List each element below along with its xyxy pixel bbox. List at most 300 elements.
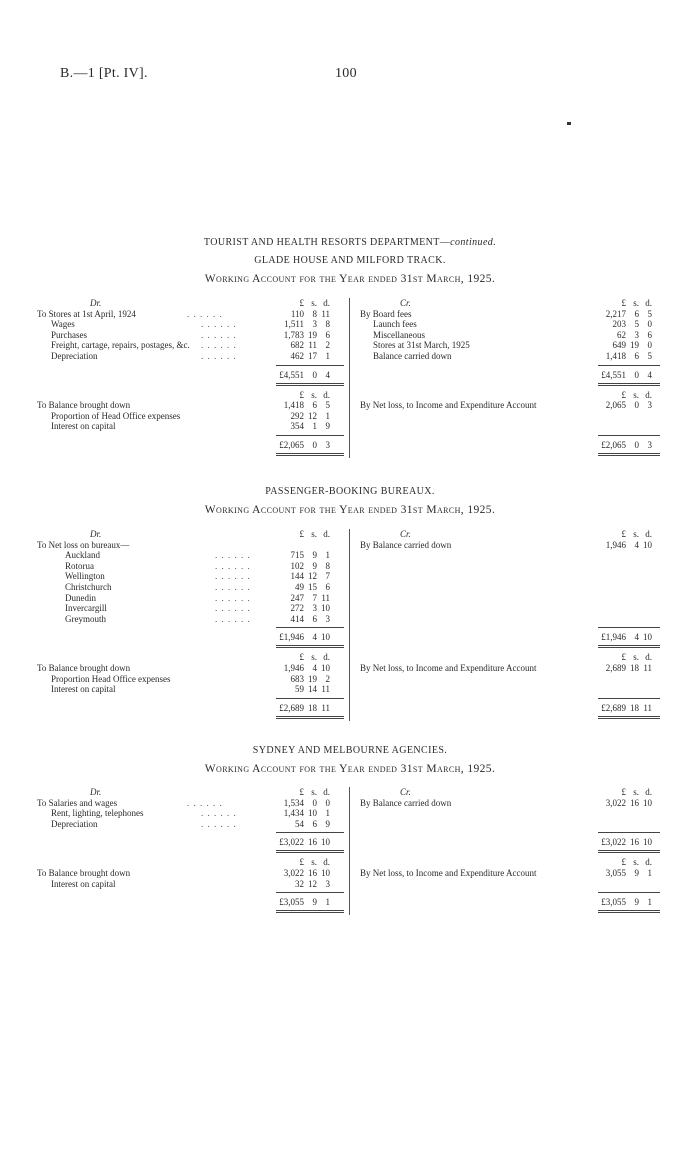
left-entry-label: Purchases <box>51 329 87 340</box>
amount-pence: 10 <box>643 837 652 848</box>
amount-pounds: 49 <box>295 582 304 592</box>
currency-header-left-2 <box>272 390 330 401</box>
amount-pence: 0 <box>647 340 652 351</box>
amount-pounds: 1,946 <box>605 539 626 550</box>
leader-dots: . . . . . . <box>187 797 223 808</box>
amount-shillings: 10 <box>308 808 317 819</box>
double-rule <box>276 850 344 851</box>
right-entry-amount <box>594 351 652 362</box>
double-rule <box>276 455 344 456</box>
amount-pounds: £ <box>299 529 304 539</box>
amount-shillings: 0 <box>634 400 639 411</box>
amount-pence: 1 <box>325 410 330 421</box>
amount-shillings: 18 <box>630 702 639 713</box>
right-entry-amount <box>594 663 652 674</box>
amount-pounds: 54 <box>295 818 304 829</box>
amount-pounds: 102 <box>290 560 304 571</box>
center-divider <box>349 529 350 721</box>
amount-shillings: 16 <box>308 837 317 848</box>
amount-shillings: 6 <box>634 351 639 361</box>
double-rule <box>276 647 344 648</box>
amount-pounds: £2,689 <box>601 702 626 713</box>
left-entry-label: Proportion of Head Office expenses <box>51 410 181 421</box>
left-entry-label: Freight, cartage, repairs, postages, &c. <box>51 340 190 351</box>
amount-pence: 4 <box>325 369 330 380</box>
amount-pounds: £2,065 <box>279 440 304 450</box>
dr-label: Dr. <box>90 529 102 539</box>
amount-pounds: £1,946 <box>279 632 304 643</box>
double-rule <box>276 852 344 853</box>
amount-pounds: £ <box>299 652 304 663</box>
amount-pounds: 62 <box>617 329 626 340</box>
amount-shillings: 6 <box>312 818 317 829</box>
section-title: PASSENGER-BOOKING BUREAUX. <box>265 486 435 497</box>
amount-shillings: 4 <box>312 663 317 673</box>
left-entry-amount <box>272 411 330 422</box>
right-entry-label: By Balance carried down <box>360 539 452 550</box>
amount-pence: 10 <box>321 603 330 614</box>
left-total-2 <box>272 440 330 451</box>
amount-pounds: 2,689 <box>605 663 626 673</box>
amount-pence: 3 <box>325 878 330 889</box>
amount-shillings: s. <box>311 652 317 663</box>
left-heading: To Net loss on bureaux— <box>37 539 130 550</box>
amount-pounds: £3,055 <box>279 897 304 908</box>
left-entry-label: Dunedin <box>65 592 96 603</box>
double-rule <box>598 912 660 913</box>
amount-pounds: 715 <box>290 550 304 561</box>
currency-header-left-2 <box>272 857 330 868</box>
double-rule <box>276 453 344 454</box>
double-rule <box>276 716 344 717</box>
rule-above-total <box>598 435 660 436</box>
right-total-2 <box>594 897 652 908</box>
amount-pence: 2 <box>325 673 330 684</box>
left-entry-label: Interest on capital <box>51 684 116 695</box>
amount-shillings: 4 <box>312 632 317 643</box>
double-rule <box>276 383 344 384</box>
amount-shillings: 4 <box>634 539 639 550</box>
currency-header-right <box>594 298 652 309</box>
left-entry-amount <box>272 330 330 341</box>
leader-dots: . . . . . . <box>201 818 237 829</box>
currency-header-left-2 <box>272 652 330 663</box>
left-entry-label: To Stores at 1st April, 1924 <box>37 308 136 319</box>
amount-shillings: s. <box>311 298 317 308</box>
right-entry-label: By Balance carried down <box>360 797 452 808</box>
amount-pence: 11 <box>321 684 330 695</box>
double-rule <box>598 385 660 386</box>
left-entry-amount <box>272 614 330 625</box>
left-entry-label: Greymouth <box>65 613 106 624</box>
amount-pounds: 32 <box>295 878 304 889</box>
amount-pence: 9 <box>325 421 330 432</box>
section-subtitle: Working Account for the Year ended 31st March, 1925. <box>204 504 496 516</box>
amount-shillings: 0 <box>312 369 317 380</box>
amount-pence: d. <box>323 298 330 308</box>
amount-shillings: 0 <box>312 440 317 450</box>
left-entry-amount <box>272 593 330 604</box>
left-entry-label: Auckland <box>65 550 100 561</box>
amount-pounds: 1,418 <box>283 400 304 411</box>
amount-pounds: 1,511 <box>284 319 304 330</box>
amount-pounds: 1,783 <box>283 329 304 340</box>
amount-pence: 6 <box>647 329 652 340</box>
left-total-2 <box>272 703 330 714</box>
amount-pence: 11 <box>643 663 652 673</box>
section-subtitle: Working Account for the Year ended 31st March, 1925. <box>204 763 496 775</box>
amount-pounds: £3,055 <box>601 897 626 908</box>
left-entry-amount <box>272 550 330 561</box>
amount-pounds: £ <box>299 787 304 797</box>
amount-pence: 10 <box>321 663 330 673</box>
amount-pounds: £ <box>299 298 304 308</box>
amount-shillings: 6 <box>312 613 317 624</box>
left-entry-label: To Balance brought down <box>37 663 131 673</box>
amount-pounds: 682 <box>290 340 304 351</box>
amount-pounds: £ <box>621 787 626 797</box>
leader-dots: . . . . . . <box>215 571 251 582</box>
left-total-2 <box>272 897 330 908</box>
amount-shillings: 11 <box>308 340 317 351</box>
leader-dots: . . . . . . <box>201 808 237 819</box>
right-entry-label: Miscellaneous <box>373 329 425 340</box>
left-total-1 <box>272 632 330 643</box>
leader-dots: . . . . . . <box>201 319 237 330</box>
amount-shillings: s. <box>311 389 317 400</box>
amount-pence: 2 <box>325 340 330 351</box>
amount-pounds: £3,022 <box>601 837 626 848</box>
amount-pence: 1 <box>325 897 330 908</box>
amount-pounds: 3,055 <box>605 868 626 878</box>
amount-pence: 1 <box>325 808 330 819</box>
left-entry-amount <box>272 571 330 582</box>
rule-above-total <box>598 365 660 366</box>
amount-shillings: 3 <box>312 603 317 614</box>
amount-pence: 0 <box>325 797 330 808</box>
leader-dots: . . . . . . <box>215 582 251 592</box>
double-rule <box>276 385 344 386</box>
amount-shillings: 17 <box>308 351 317 361</box>
amount-pence: d. <box>645 298 652 308</box>
left-entry-amount <box>272 879 330 890</box>
amount-pence: 10 <box>321 837 330 848</box>
double-rule <box>276 718 344 719</box>
double-rule <box>598 850 660 851</box>
right-entry-amount <box>594 340 652 351</box>
amount-pence: d. <box>323 857 330 868</box>
amount-shillings: s. <box>311 787 317 797</box>
rule-above-total <box>598 698 660 699</box>
left-entry-amount <box>272 603 330 614</box>
amount-pence: 10 <box>643 797 652 808</box>
leader-dots: . . . . . . <box>201 340 237 351</box>
amount-pence: 7 <box>325 571 330 582</box>
currency-header-right <box>594 529 652 540</box>
amount-pounds: £ <box>299 857 304 868</box>
double-rule <box>598 645 660 646</box>
left-entry-label: To Balance brought down <box>37 868 131 878</box>
right-total-2 <box>594 440 652 451</box>
amount-pence: 10 <box>643 632 652 643</box>
amount-shillings: 0 <box>634 369 639 380</box>
left-entry-label: To Balance brought down <box>37 400 131 411</box>
amount-shillings: 19 <box>308 329 317 340</box>
amount-shillings: 7 <box>312 592 317 603</box>
amount-shillings: s. <box>311 529 317 539</box>
ink-mark <box>567 122 571 125</box>
amount-shillings: 15 <box>308 582 317 592</box>
left-entry-amount <box>272 319 330 330</box>
leader-dots: . . . . . . <box>215 550 251 561</box>
amount-pounds: £2,065 <box>601 440 626 450</box>
amount-shillings: 6 <box>634 308 639 319</box>
cr-label: Cr. <box>400 298 411 308</box>
right-entry-label: Stores at 31st March, 1925 <box>373 340 470 351</box>
amount-pounds: 2,065 <box>605 400 626 411</box>
amount-shillings: 3 <box>312 319 317 330</box>
left-entry-amount <box>272 561 330 572</box>
amount-shillings: s. <box>633 787 639 797</box>
rule-above-total <box>598 892 660 893</box>
amount-pence: d. <box>323 652 330 663</box>
amount-pounds: 649 <box>612 340 626 351</box>
amount-pounds: £ <box>621 529 626 539</box>
amount-pence: 8 <box>325 319 330 330</box>
amount-pence: 10 <box>321 632 330 643</box>
amount-shillings: 16 <box>630 797 639 808</box>
amount-shillings: 14 <box>308 684 317 695</box>
double-rule <box>276 910 344 911</box>
amount-pounds: 59 <box>295 684 304 695</box>
right-entry-label: Launch fees <box>373 319 417 330</box>
amount-pence: 11 <box>643 702 652 713</box>
left-entry-amount <box>272 684 330 695</box>
amount-pounds: £4,551 <box>279 369 304 380</box>
amount-shillings: 19 <box>630 340 639 351</box>
amount-pounds: 1,534 <box>283 797 304 808</box>
amount-pence: 10 <box>321 868 330 878</box>
amount-pounds: 272 <box>290 603 304 614</box>
right-entry-label: By Net loss, to Income and Expenditure Account <box>360 400 537 411</box>
amount-shillings: 9 <box>312 560 317 571</box>
amount-pence: d. <box>645 857 652 868</box>
amount-pounds: 3,022 <box>605 797 626 808</box>
section-subtitle: Working Account for the Year ended 31st March, 1925. <box>204 273 496 285</box>
left-entry-label: Interest on capital <box>51 878 116 889</box>
amount-shillings: 9 <box>634 868 639 878</box>
amount-shillings: 9 <box>312 550 317 561</box>
right-entry-amount <box>594 540 652 551</box>
amount-shillings: 0 <box>634 440 639 450</box>
amount-pence: 1 <box>325 550 330 561</box>
page-reference: B.—1 [Pt. IV]. <box>60 66 148 81</box>
left-entry-label: Christchurch <box>65 582 112 592</box>
currency-header-right-2 <box>594 857 652 868</box>
left-entry-amount <box>272 421 330 432</box>
double-rule <box>598 455 660 456</box>
center-divider <box>349 787 350 915</box>
amount-shillings: 18 <box>308 702 317 713</box>
right-total-2 <box>594 703 652 714</box>
amount-pounds: 144 <box>290 571 304 582</box>
amount-pence: 3 <box>325 440 330 450</box>
leader-dots: . . . . . . <box>187 308 223 319</box>
left-entry-label: Invercargill <box>65 603 107 614</box>
amount-pounds: £ <box>621 652 626 663</box>
section-title: SYDNEY AND MELBOURNE AGENCIES. <box>252 745 448 756</box>
amount-pence: 0 <box>647 319 652 330</box>
left-entry-label: Interest on capital <box>51 421 116 432</box>
amount-pence: 5 <box>325 400 330 411</box>
currency-header-right-2 <box>594 652 652 663</box>
amount-pounds: 203 <box>612 319 626 330</box>
amount-shillings: s. <box>633 389 639 400</box>
amount-pence: 9 <box>325 818 330 829</box>
amount-pence: 3 <box>325 613 330 624</box>
cr-label: Cr. <box>400 529 411 539</box>
amount-pence: 8 <box>325 560 330 571</box>
amount-shillings: s. <box>311 857 317 868</box>
amount-pence: d. <box>645 529 652 539</box>
amount-pounds: 354 <box>290 421 304 432</box>
double-rule <box>598 852 660 853</box>
amount-pence: 4 <box>647 369 652 380</box>
leader-dots: . . . . . . <box>215 603 251 614</box>
currency-header-right <box>594 787 652 798</box>
leader-dots: . . . . . . <box>201 329 237 340</box>
amount-shillings: 9 <box>312 897 317 908</box>
left-entry-amount <box>272 663 330 674</box>
rule-above-total <box>276 435 344 436</box>
double-rule <box>598 453 660 454</box>
rule-above-total <box>276 832 344 833</box>
section-title: GLADE HOUSE AND MILFORD TRACK. <box>254 255 446 266</box>
amount-pence: 1 <box>647 897 652 908</box>
amount-shillings: 19 <box>308 673 317 684</box>
amount-pounds: 292 <box>290 410 304 421</box>
amount-pence: 11 <box>321 592 330 603</box>
amount-shillings: 12 <box>308 410 317 421</box>
left-entry-label: Rotorua <box>65 560 94 571</box>
double-rule <box>598 910 660 911</box>
right-total-1 <box>594 837 652 848</box>
left-entry-amount <box>272 351 330 362</box>
amount-pounds: £ <box>621 857 626 868</box>
amount-shillings: 3 <box>634 329 639 340</box>
amount-shillings: s. <box>633 857 639 868</box>
rule-above-total <box>276 627 344 628</box>
center-divider <box>349 298 350 458</box>
left-entry-amount <box>272 582 330 593</box>
amount-pounds: £4,551 <box>601 369 626 380</box>
right-entry-amount <box>594 330 652 341</box>
amount-pence: 11 <box>321 308 330 319</box>
right-entry-label: By Net loss, to Income and Expenditure Account <box>360 868 537 878</box>
amount-pounds: 1,946 <box>283 663 304 673</box>
amount-pence: 5 <box>647 308 652 319</box>
amount-shillings: 4 <box>634 632 639 643</box>
left-entry-label: To Salaries and wages <box>37 797 118 808</box>
rule-above-total <box>276 892 344 893</box>
right-entry-amount <box>594 309 652 320</box>
amount-pence: 11 <box>321 702 330 713</box>
currency-header-left <box>272 529 330 540</box>
amount-pence: d. <box>645 652 652 663</box>
right-total-1 <box>594 370 652 381</box>
amount-pounds: 3,022 <box>283 868 304 878</box>
left-entry-amount <box>272 309 330 320</box>
currency-header-left <box>272 787 330 798</box>
rule-above-total <box>276 698 344 699</box>
left-total-1 <box>272 370 330 381</box>
amount-pounds: 1,418 <box>605 351 626 361</box>
double-rule <box>276 645 344 646</box>
amount-shillings: 12 <box>308 878 317 889</box>
right-entry-label: By Board fees <box>360 308 412 319</box>
amount-pounds: £ <box>621 389 626 400</box>
right-entry-label: By Net loss, to Income and Expenditure Account <box>360 663 537 673</box>
right-entry-amount <box>594 868 652 879</box>
amount-pounds: £ <box>621 298 626 308</box>
rule-above-total <box>598 627 660 628</box>
amount-shillings: 8 <box>312 308 317 319</box>
amount-shillings: 1 <box>312 421 317 432</box>
amount-pounds: 110 <box>290 308 304 319</box>
left-entry-label: Proportion Head Office expenses <box>51 673 171 684</box>
amount-shillings: 16 <box>630 837 639 848</box>
amount-pounds: £ <box>299 389 304 400</box>
left-entry-amount <box>272 868 330 879</box>
double-rule <box>598 716 660 717</box>
amount-pounds: £1,946 <box>601 632 626 643</box>
left-entry-amount <box>272 400 330 411</box>
amount-shillings: s. <box>633 298 639 308</box>
amount-shillings: 9 <box>634 897 639 908</box>
double-rule <box>598 383 660 384</box>
amount-pence: d. <box>323 529 330 539</box>
amount-pence: 5 <box>647 351 652 361</box>
leader-dots: . . . . . . <box>201 351 237 361</box>
left-entry-amount <box>272 808 330 819</box>
leader-dots: . . . . . . <box>215 613 251 624</box>
right-entry-amount <box>594 400 652 411</box>
left-entry-amount <box>272 798 330 809</box>
left-entry-label: Depreciation <box>51 351 98 361</box>
double-rule <box>276 912 344 913</box>
left-entry-label: Rent, lighting, telephones <box>51 808 144 819</box>
amount-pounds: £2,689 <box>279 702 304 713</box>
page-number: 100 <box>335 66 357 81</box>
leader-dots: . . . . . . <box>215 560 251 571</box>
currency-header-right-2 <box>594 390 652 401</box>
right-total-1 <box>594 632 652 643</box>
amount-shillings: 12 <box>308 571 317 582</box>
amount-pence: d. <box>323 787 330 797</box>
currency-header-left <box>272 298 330 309</box>
department-title: TOURIST AND HEALTH RESORTS DEPARTMENT—continued. <box>203 237 497 248</box>
dr-label: Dr. <box>90 298 102 308</box>
double-rule <box>598 647 660 648</box>
right-entry-amount <box>594 319 652 330</box>
left-entry-amount <box>272 340 330 351</box>
right-entry-label: Balance carried down <box>373 351 452 361</box>
amount-pounds: 462 <box>290 351 304 361</box>
amount-shillings: s. <box>633 652 639 663</box>
amount-pounds: £3,022 <box>279 837 304 848</box>
amount-pence: 1 <box>647 868 652 878</box>
rule-above-total <box>276 365 344 366</box>
